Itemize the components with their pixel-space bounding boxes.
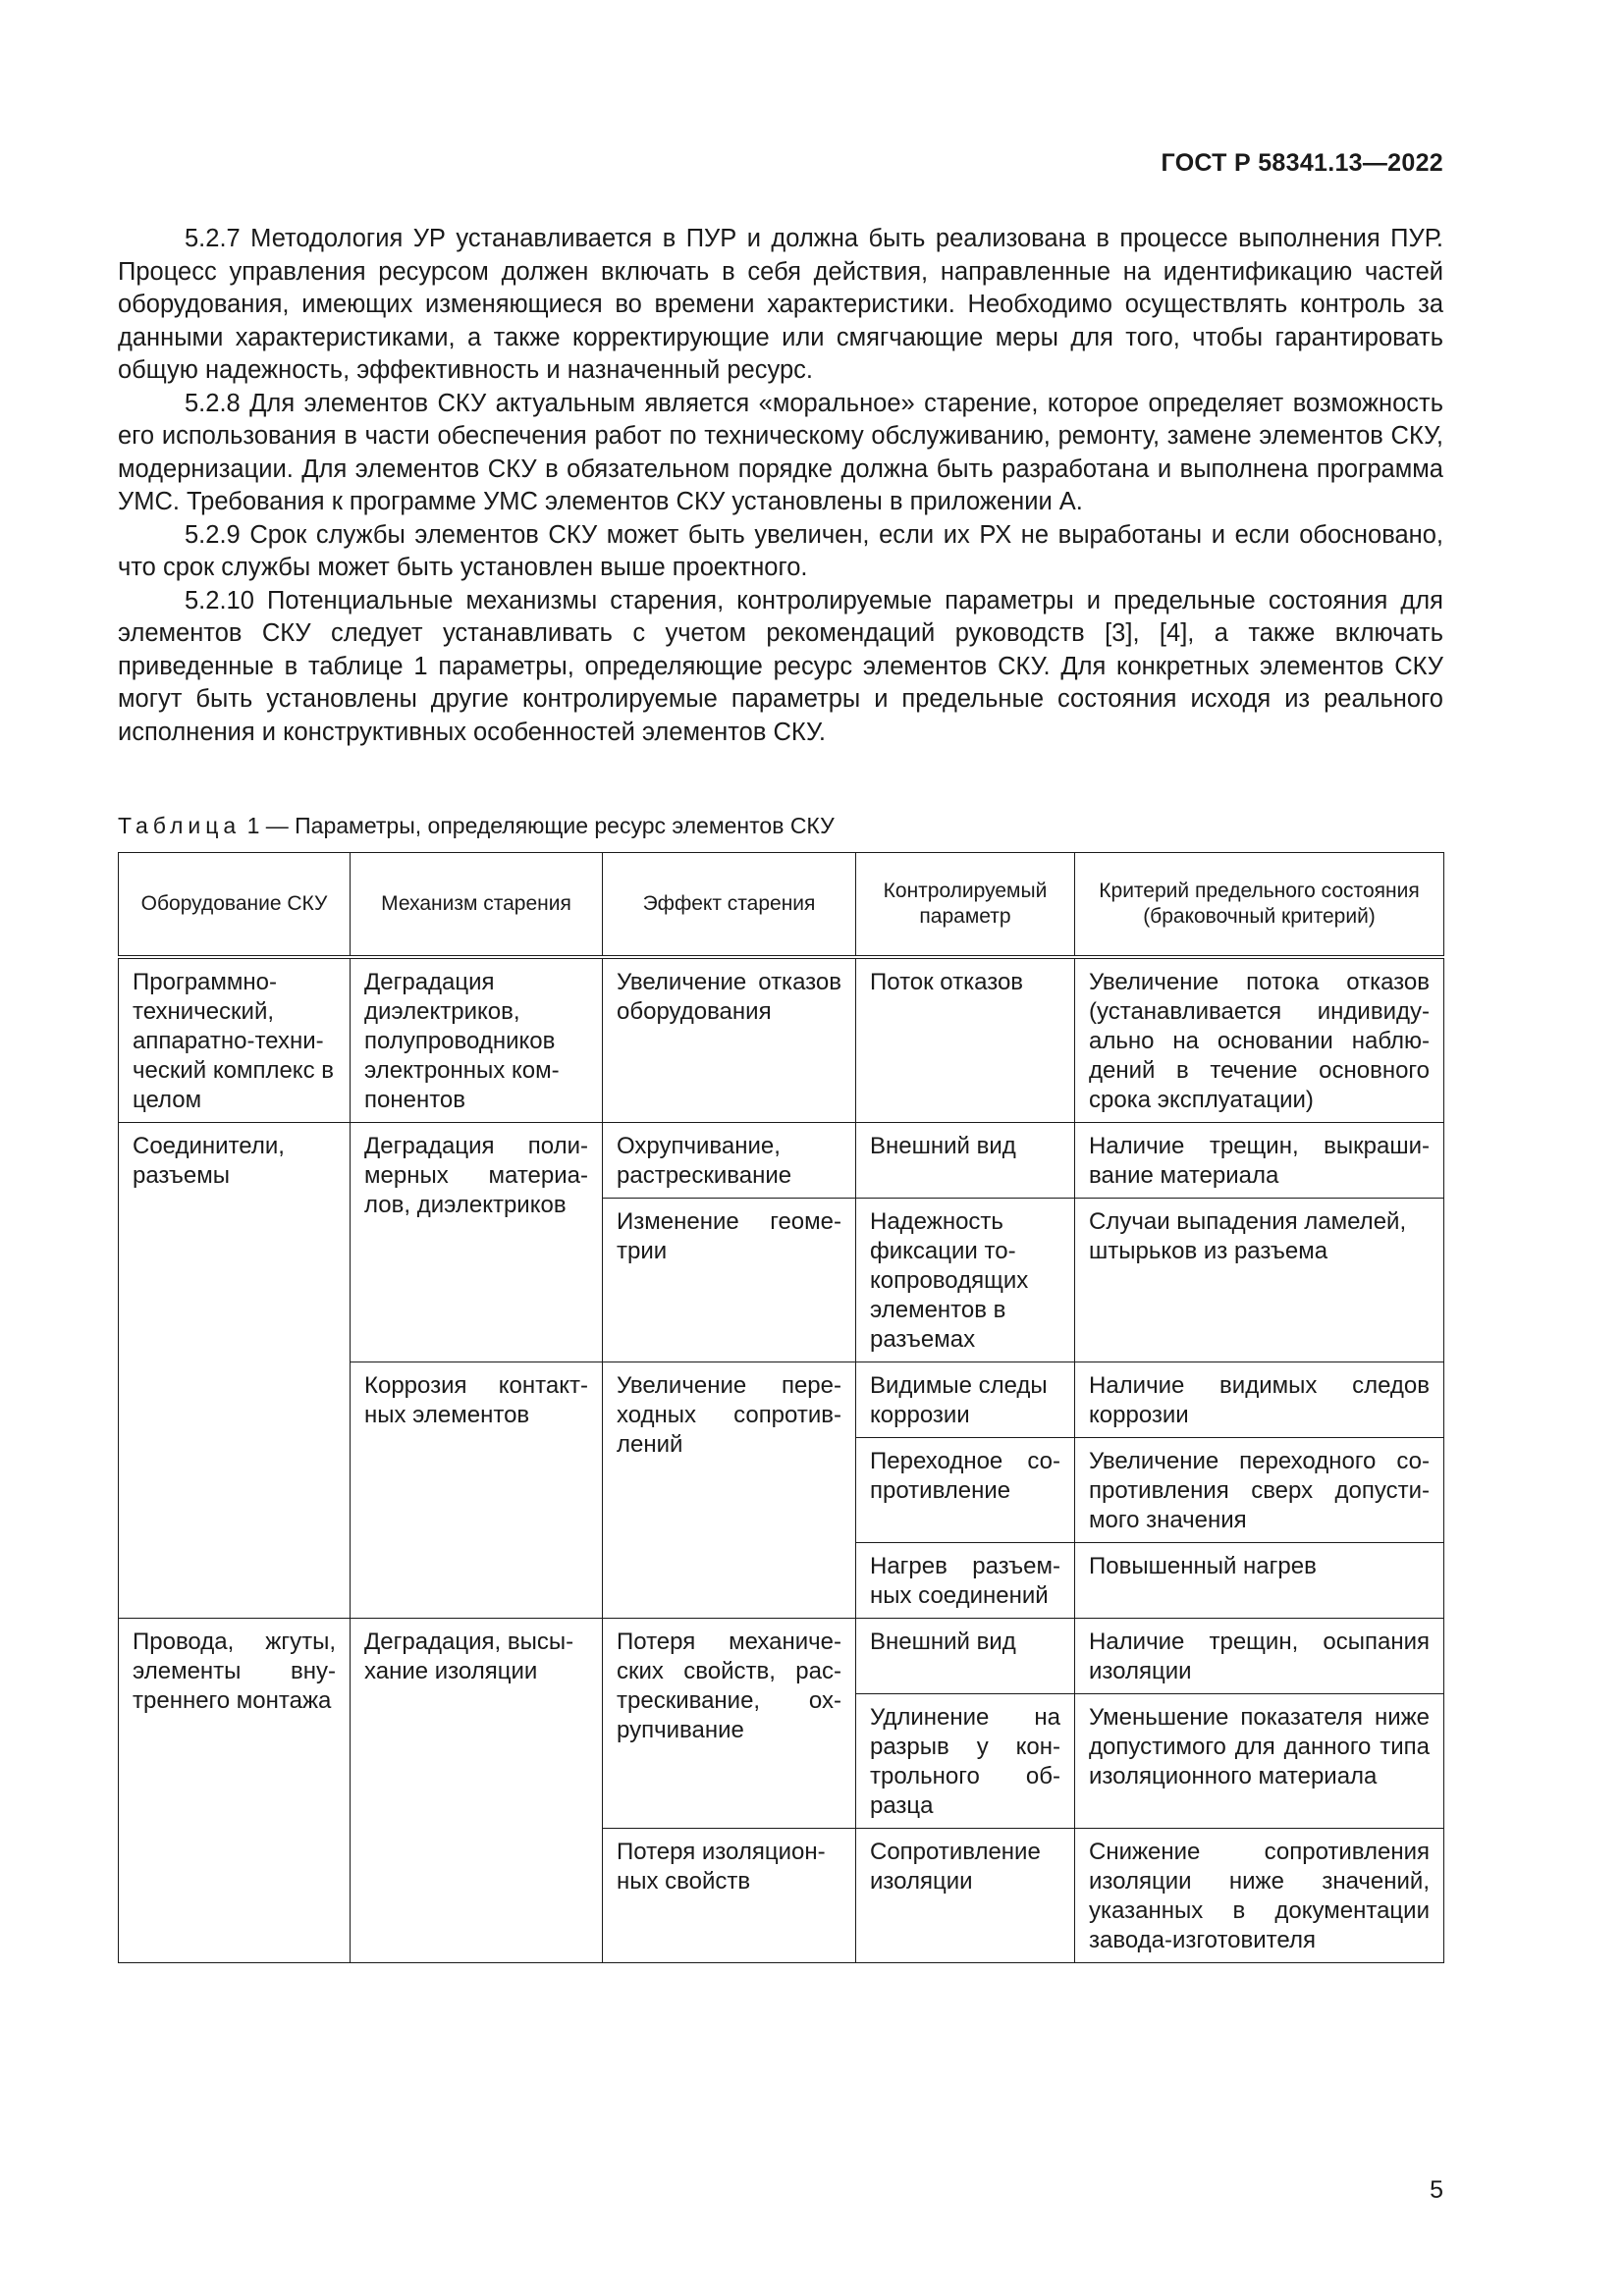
cell-equipment: Программно-технический, аппаратно-технический комплекс в целом [119,957,351,1123]
table-row [119,957,1444,1123]
cell-parameter: Поток отказов [856,957,1075,1123]
cell-parameter: Внешний вид [856,1123,1075,1199]
cell-parameter: Надежность фиксации токопроводящих элементов в разъемах [856,1199,1075,1362]
cell-criterion: Уменьшение показателя ниже допустимого для данного типа изоляционного материала [1075,1694,1444,1829]
cell-effect: Потеря механических свойств, растрескивание, охрупчивание [603,1619,856,1829]
cell-equipment: Соединители, разъемы [119,1123,351,1619]
cell-parameter: Нагрев разъемных соединений [856,1543,1075,1619]
table-row [119,1619,1444,1694]
cell-criterion: Снижение сопротивления изоляции ниже значений, указанных в документации завода-изготовителя [1075,1829,1444,1963]
paragraph-5-2-7: 5.2.7 Методология УР устанавливается в ПУР и должна быть реализована в процессе выполнения ПУР. Процесс управления ресурсом должен включать в себя действия, направленные на идентификацию частей оборудования, имеющих изменяющиеся во времени характеристики. Необходимо осуществлять контроль за данными характеристиками, а также корректирующие или смягчающие меры для того, чтобы гарантировать общую надежность, эффективность и назначенный ресурс. [118,225,1443,384]
header-parameter: Контролируемый параметр [856,853,1075,958]
table-row [119,1123,1444,1199]
standard-header: ГОСТ Р 58341.13—2022 [1161,149,1443,177]
cell-parameter: Сопротивление изоляции [856,1829,1075,1963]
cell-criterion: Наличие видимых следов коррозии [1075,1362,1444,1438]
cell-criterion: Увеличение потока отказов (устанавливается индивидуально на основании наблюдений в течение основного срока эксплуатации) [1075,957,1444,1123]
cell-criterion: Наличие трещин, осыпания изоляции [1075,1619,1444,1694]
body-text [118,223,1443,749]
table-caption [118,813,835,839]
cell-effect: Изменение геометрии [603,1199,856,1362]
table-caption-label: Таблица [118,813,242,838]
cell-equipment: Провода, жгуты, элементы внутреннего монтажа [119,1619,351,1963]
cell-effect: Потеря изоляционных свойств [603,1829,856,1963]
paragraph-5-2-8: 5.2.8 Для элементов СКУ актуальным является «моральное» старение, которое определяет возможность его использования в части обеспечения работ по техническому обслуживанию, ремонту, замене элементов СКУ, модернизации. Для элементов СКУ в обязательном порядке должна быть разработана и выполнена программа УМС. Требования к программе УМС элементов СКУ установлены в приложении А. [118,389,1443,515]
page-number: 5 [1430,2176,1443,2204]
paragraph-5-2-10: 5.2.10 Потенциальные механизмы старения, контролируемые параметры и предельные состояния для элементов СКУ следует устанавливать с учетом рекомендаций руководств [3], [4], а также включать приведенные в таблице 1 параметры, определяющие ресурс элементов СКУ. Для конкретных элементов СКУ могут быть установлены другие контролируемые параметры и предельные состояния исходя из реального исполнения и конструктивных особенностей элементов СКУ. [118,586,1443,746]
cell-mechanism: Коррозия контактных элементов [351,1362,603,1619]
cell-parameter: Переходное сопротивление [856,1438,1075,1543]
table-header-row [119,853,1444,958]
paragraph-5-2-9: 5.2.9 Срок службы элементов СКУ может быть увеличен, если их РХ не выработаны и если обосновано, что срок службы может быть установлен выше проектного. [118,520,1443,581]
cell-parameter: Удлинение на разрыв у контрольного образца [856,1694,1075,1829]
cell-criterion: Случаи выпадения ламелей, штырьков из разъема [1075,1199,1444,1362]
cell-parameter: Внешний вид [856,1619,1075,1694]
cell-criterion: Увеличение переходного сопротивления сверх допустимого значения [1075,1438,1444,1543]
header-mechanism: Механизм старения [351,853,603,958]
cell-mechanism: Деградация полимерных материалов, диэлектриков [351,1123,603,1362]
cell-effect: Увеличение переходных сопротивлений [603,1362,856,1619]
table-caption-title: 1 — Параметры, определяющие ресурс элементов СКУ [241,813,835,838]
cell-effect: Охрупчивание, растрескивание [603,1123,856,1199]
cell-parameter: Видимые следы коррозии [856,1362,1075,1438]
cell-mechanism: Деградация, высыхание изоляции [351,1619,603,1963]
cell-criterion: Повышенный нагрев [1075,1543,1444,1619]
parameters-table [118,852,1444,1963]
header-criterion: Критерий предельного состояния (браковочный критерий) [1075,853,1444,958]
header-effect: Эффект старения [603,853,856,958]
cell-effect: Увеличение отказов оборудования [603,957,856,1123]
header-equipment: Оборудование СКУ [119,853,351,958]
cell-mechanism: Деградация диэлектриков, полупроводников электронных компонентов [351,957,603,1123]
cell-criterion: Наличие трещин, выкрашивание материала [1075,1123,1444,1199]
